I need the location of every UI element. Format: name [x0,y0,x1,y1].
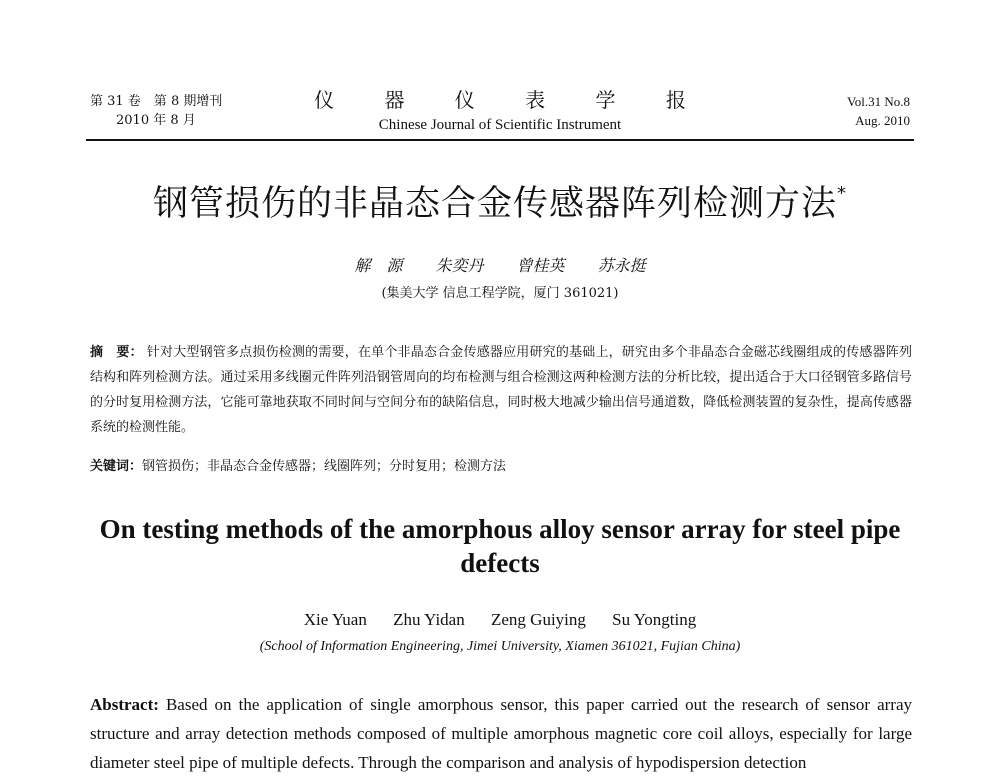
keywords-cn-text: 钢管损伤；非晶态合金传感器；线圈阵列；分时复用；检测方法 [142,459,507,474]
header-right [847,92,910,130]
keywords-cn-label: 关键词： [90,459,143,474]
abstract-cn [90,340,912,440]
author-en: Xie Yuan [303,610,367,629]
abstract-en-label: Abstract: [90,695,159,714]
journal-header [86,88,914,138]
paper-title-en: On testing methods of the amorphous alloy sensor array for steel pipe defects [99,514,901,578]
affiliation-en: (School of Information Engineering, Jimei University, Xiamen 361021, Fujian China) [259,639,741,654]
abstract-en-text: Based on the application of single amorphous sensor, this paper carried out the research of sensor array structure and array detection methods composed of multiple amorphous magnetic core coil alloys, especially for large diameter steel pipe of multiple defects. Through the comparison and analysis of hypodispersion detection [90,695,912,772]
title-cn-text: 钢管损伤的非晶态合金传感器阵列检测方法 [152,184,837,224]
author-en: Zhu Yidan [393,610,465,629]
author-cn: 苏永挺 [597,256,646,275]
author-en: Su Yongting [612,610,697,629]
journal-name-cn: 仪 器 仪 表 学 报 [314,88,708,112]
header-center [86,86,914,134]
keywords-cn [90,456,912,478]
header-rule [86,139,914,141]
author-cn: 解 源 [354,256,403,275]
abstract-cn-label: 摘 要： [90,345,143,360]
author-cn: 朱奕丹 [435,256,484,275]
author-cn: 曾桂英 [516,256,565,275]
date-cn: 2010 年 8 月 [116,113,196,128]
volume-en: Vol.31 No.8 [847,94,910,109]
affiliation-cn: (集美大学 信息工程学院，厦门 361021) [381,286,619,301]
title-footnote-mark: * [837,183,847,204]
abstract-cn-text: 针对大型钢管多点损伤检测的需要，在单个非晶态合金传感器应用研究的基础上，研究由多个非晶态合金磁芯线圈组成的传感器阵列结构和阵列检测方法。通过采用多线圈元件阵列沿钢管周向的均布检测与组合检测这两种检测方法的分析比较，提出适合于大口径钢管多路信号的分时复用检测方法，它能可靠地获取不同时间与空间分布的缺陷信息，同时极大地减少输出信号通道数，降低检测装置的复杂性，提高传感器系统的检测性能。 [90,345,912,435]
author-list-en [0,610,1000,630]
paper-title-cn [0,172,1000,226]
author-list-cn [0,256,1000,276]
author-en: Zeng Guiying [490,610,586,629]
abstract-en [90,690,912,777]
journal-name-en: Chinese Journal of Scientific Instrument [378,117,622,133]
volume-issue-cn: 第 31 卷 第 8 期增刊 [90,94,223,109]
date-en: Aug. 2010 [855,113,910,128]
